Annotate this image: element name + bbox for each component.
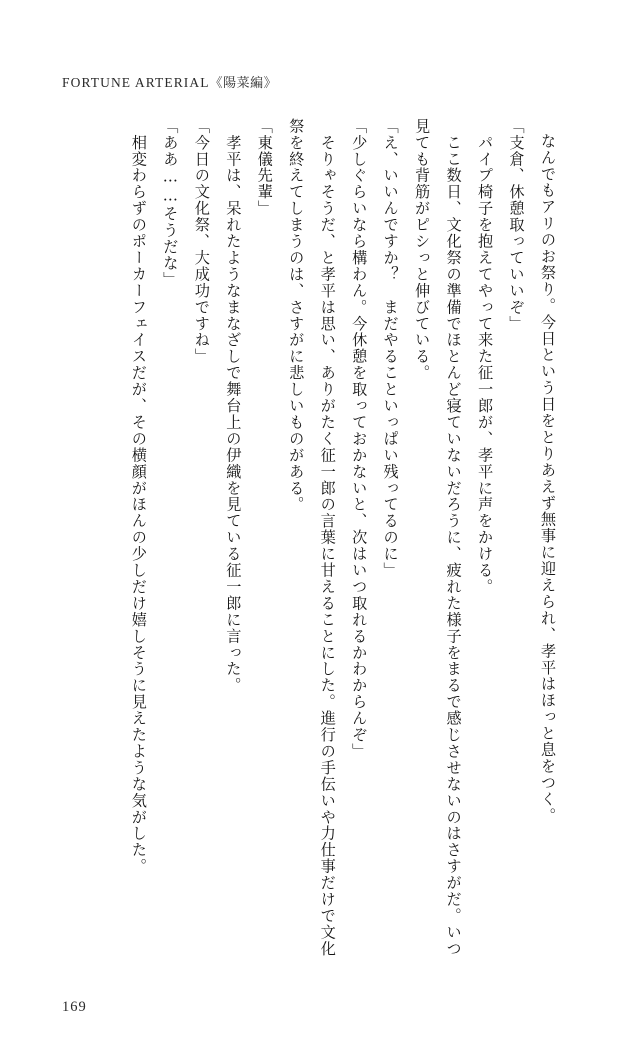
paragraph: 相変わらずのポーカーフェイスだが、その横顔がほんの少しだけ嬉しそうに見えたような気がした。	[129, 118, 148, 875]
running-header-series-title: FORTUNE ARTERIAL	[62, 75, 210, 90]
paragraph: 「少しぐらいなら構わん。今休憩を取っておかないと、次はいつ取れるかわからんぞ」	[350, 118, 369, 760]
running-header	[62, 72, 277, 91]
paragraph: そりゃそうだ、と孝平は思い、ありがたく征一郎の言葉に甘えることにした。進行の手伝いや力仕事だけで文化祭を終えてしまうのは、さすがに悲しいものがある。	[287, 118, 337, 957]
paragraph: パイプ椅子を抱えてやって来た征一郎が、孝平に声をかける。	[476, 118, 495, 596]
paragraph: ここ数日、文化祭の準備でほとんど寝ていないだろうに、疲れた様子をまるで感じさせないのはさすがだ。いつ見ても背筋がピシっと伸びている。	[413, 118, 463, 957]
paragraph: 「え、いいんですか？ まだやることいっぱい残ってるのに」	[381, 118, 400, 579]
paragraph: 「今日の文化祭、大成功ですね」	[192, 118, 211, 365]
running-header-volume-title: 《陽菜編》	[209, 76, 278, 91]
page-number: 169	[62, 999, 87, 1015]
paragraph: 「東儀先輩」	[255, 118, 274, 217]
page-body-text	[93, 118, 563, 958]
paragraph: なんでもアリのお祭り。今日という日をとりあえず無事に迎えられ、孝平はほっと息をつく。	[539, 133, 557, 825]
paragraph: 「支倉、休憩取っていいぞ」	[507, 118, 526, 332]
paragraph: 「ああ……そうだな」	[161, 118, 180, 289]
paragraph: 孝平は、呆れたようなまなざしで舞台上の伊織を見ている征一郎に言った。	[224, 118, 243, 694]
